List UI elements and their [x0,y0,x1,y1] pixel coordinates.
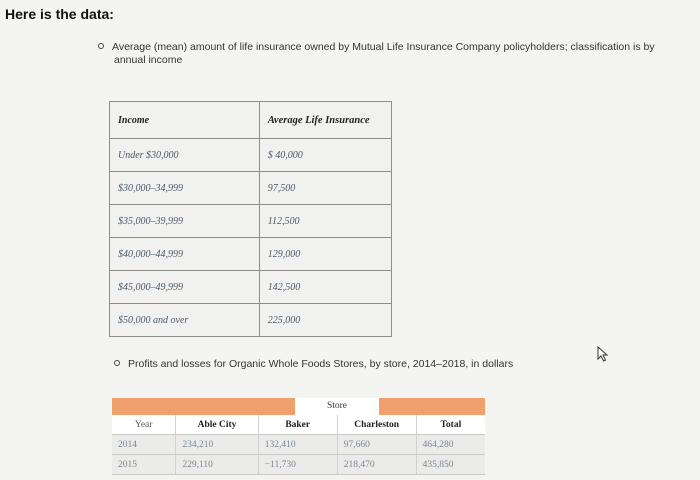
total-cell: 464,280 [416,435,485,455]
charleston-cell: 218,470 [337,455,416,475]
insurance-caption [98,41,688,67]
charleston-cell: 97,660 [337,435,416,455]
insurance-table [109,101,392,337]
income-cell: $40,000–44,999 [110,238,260,271]
profits-table [112,415,485,475]
baker-header: Baker [258,415,337,435]
year-cell: 2015 [112,455,176,475]
average-cell: 129,000 [259,238,391,271]
income-header: Income [110,102,260,139]
baker-cell: 132,410 [258,435,337,455]
profits-table-wrap [112,398,485,475]
bullet-icon [98,43,104,49]
income-cell: Under $30,000 [110,139,260,172]
profits-caption [114,358,513,371]
profits-header-row [112,415,485,435]
year-header: Year [112,415,176,435]
average-cell: 97,500 [259,172,391,205]
table-row [110,271,392,304]
table-row [110,238,392,271]
average-header: Average Life Insurance [259,102,391,139]
page-heading: Here is the data: [5,6,114,22]
income-cell: $45,000–49,999 [110,271,260,304]
average-cell: 142,500 [259,271,391,304]
table-row [110,139,392,172]
store-header: Store [295,398,379,415]
table-row [112,455,485,475]
year-cell: 2014 [112,435,176,455]
average-cell: 225,000 [259,304,391,337]
table-row [112,435,485,455]
income-cell: $30,000–34,999 [110,172,260,205]
table-row [110,304,392,337]
table-row [110,172,392,205]
average-cell: $ 40,000 [259,139,391,172]
average-cell: 112,500 [259,205,391,238]
charleston-header: Charleston [337,415,416,435]
bullet-icon [114,360,120,366]
mouse-pointer-icon [596,346,610,362]
total-header: Total [416,415,485,435]
insurance-caption-line1: Average (mean) amount of life insurance owned by Mutual Life Insurance Company policyholders; classification is by [112,41,655,53]
profits-caption-text: Profits and losses for Organic Whole Foods Stores, by store, 2014–2018, in dollars [128,358,514,370]
able-city-cell: 229,110 [176,455,258,475]
able-city-cell: 234,210 [176,435,258,455]
insurance-caption-line2: annual income [114,54,183,66]
income-cell: $35,000–39,999 [110,205,260,238]
income-cell: $50,000 and over [110,304,260,337]
baker-cell: −11,730 [258,455,337,475]
total-cell: 435,850 [416,455,485,475]
insurance-header-row [110,102,392,139]
able-city-header: Able City [176,415,258,435]
header-band [112,398,485,415]
table-row [110,205,392,238]
